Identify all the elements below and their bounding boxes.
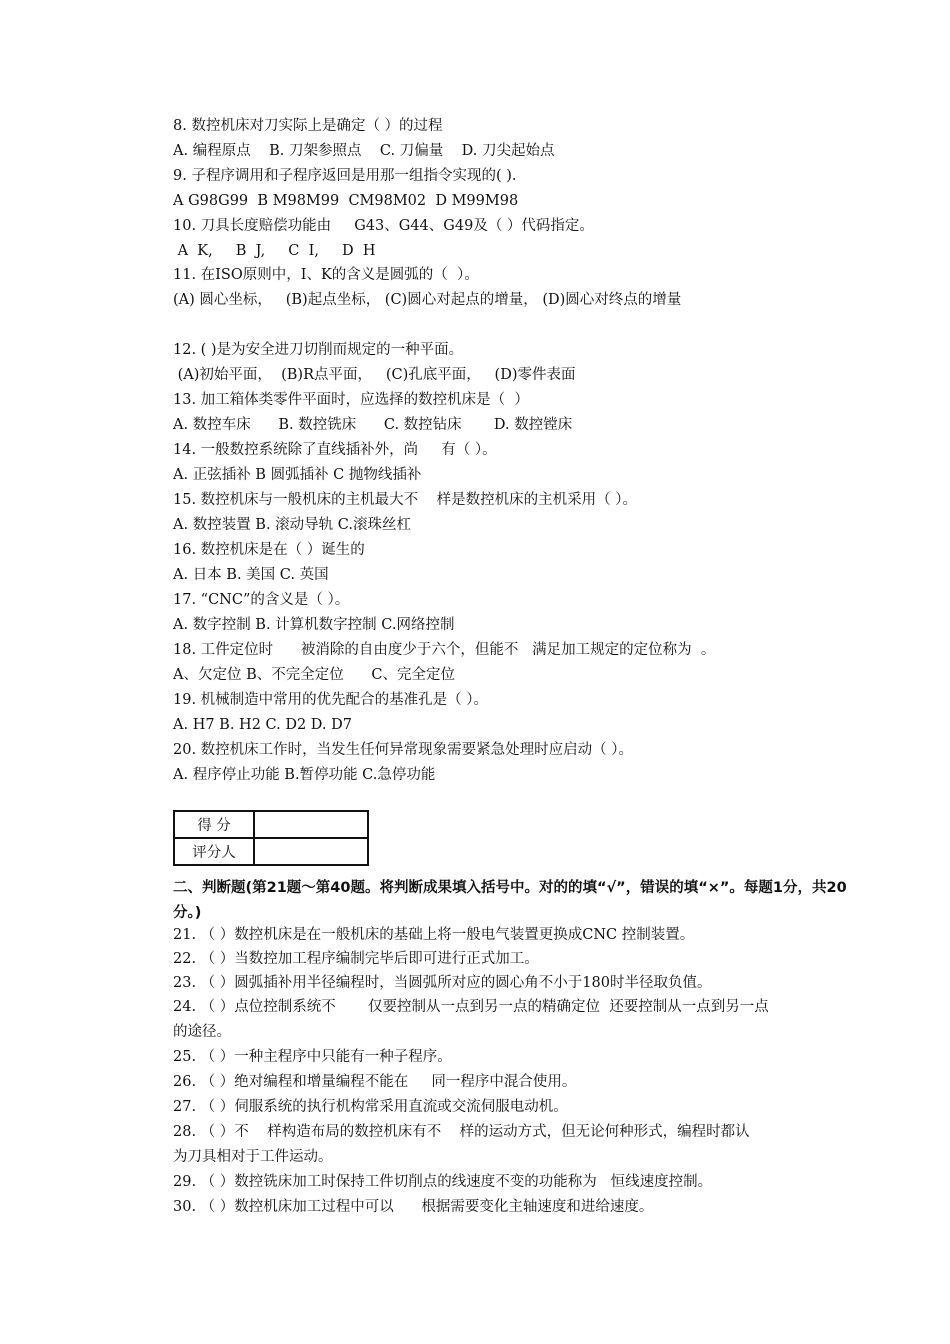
question-18: 18. 工件定位时 被消除的自由度少于六个，但能不 满足加工规定的定位称为 。 xyxy=(173,642,716,658)
question-11: 11. 在ISO原则中，I、K的含义是圆弧的（ ）。 xyxy=(173,267,479,283)
question-30: 30. （ ）数控机床加工过程中可以 根据需要变化主轴速度和进给速度。 xyxy=(173,1199,654,1215)
score-label: 得 分 xyxy=(174,811,254,838)
question-25: 25. （ ）一种主程序中只能有一种子程序。 xyxy=(173,1049,452,1065)
question-17: 17. “CNC”的含义是（ ）。 xyxy=(173,592,350,608)
question-24: 24. （ ）点位控制系统不 仅要控制从一点到另一点的精确定位 还要控制从一点到另一点 xyxy=(173,999,769,1015)
question-8-options: A. 编程原点 B. 刀架参照点 C. 刀偏量 D. 刀尖起始点 xyxy=(173,143,555,159)
question-16-options: A. 日本 B. 美国 C. 英国 xyxy=(173,567,329,583)
question-20-options: A. 程序停止功能 B.暂停功能 C.急停功能 xyxy=(173,767,436,783)
grader-field xyxy=(254,838,368,865)
question-20: 20. 数控机床工作时，当发生任何异常现象需要紧急处理时应启动（ ）。 xyxy=(173,742,634,758)
question-9-options: A G98G99 B M98M99 CM98M02 D M99M98 xyxy=(173,193,519,209)
question-9: 9. 子程序调用和子程序返回是用那一组指令实现的( ). xyxy=(173,168,517,184)
question-15: 15. 数控机床与一般机床的主机最大不 样是数控机床的主机采用（ ）。 xyxy=(173,492,637,508)
question-22: 22. （ ）当数控加工程序编制完毕后即可进行正式加工。 xyxy=(173,951,539,967)
section-2-heading: 二、判断题(第21题～第40题。将判断成果填入括号中。对的的填“√”，错误的填“×”。每题1分，共20分。) xyxy=(173,880,847,921)
question-29: 29. （ ）数控铣床加工时保持工件切削点的线速度不变的功能称为 恒线速度控制。 xyxy=(173,1174,713,1190)
question-16: 16. 数控机床是在（ ）诞生的 xyxy=(173,542,365,558)
question-14: 14. 一般数控系统除了直线插补外，尚 有（ ）。 xyxy=(173,442,497,458)
question-17-options: A. 数字控制 B. 计算机数字控制 C.网络控制 xyxy=(173,617,455,633)
score-field xyxy=(254,811,368,838)
question-13: 13. 加工箱体类零件平面时，应选择的数控机床是（ ） xyxy=(173,392,529,408)
score-table xyxy=(173,810,369,866)
question-12: 12. ( )是为安全进刀切削而规定的一种平面。 xyxy=(173,342,464,358)
question-28: 28. （ ）不 样构造布局的数控机床有不 样的运动方式，但无论何种形式，编程时都认 xyxy=(173,1124,750,1140)
question-8: 8. 数控机床对刀实际上是确定（ ）的过程 xyxy=(173,118,443,134)
grader-label: 评分人 xyxy=(174,838,254,865)
question-28-continued: 为刀具相对于工件运动。 xyxy=(173,1149,333,1165)
question-15-options: A. 数控装置 B. 滚动导轨 C.滚珠丝杠 xyxy=(173,517,411,533)
question-26: 26. （ ）绝对编程和增量编程不能在 同一程序中混合使用。 xyxy=(173,1074,577,1090)
question-19: 19. 机械制造中常用的优先配合的基准孔是（ ）。 xyxy=(173,692,489,708)
grader-row xyxy=(174,838,368,865)
question-23: 23. （ ）圆弧插补用半径编程时，当圆弧所对应的圆心角不小于180时半径取负值。 xyxy=(173,975,712,991)
question-21: 21. （ ）数控机床是在一般机床的基础上将一般电气装置更换成CNC 控制装置。 xyxy=(173,927,695,943)
question-11-options: (A) 圆心坐标， (B)起点坐标， (C)圆心对起点的增量， (D)圆心对终点的增量 xyxy=(173,292,682,308)
question-19-options: A. H7 B. H2 C. D2 D. D7 xyxy=(173,717,352,733)
question-10-options: A K, B J, C I, D H xyxy=(173,243,376,259)
question-12-options: (A)初始平面， (B)R点平面， (C)孔底平面， (D)零件表面 xyxy=(173,367,576,383)
question-14-options: A. 正弦插补 B 圆弧插补 C 抛物线插补 xyxy=(173,467,422,483)
question-24-continued: 的途径。 xyxy=(173,1024,231,1040)
question-13-options: A. 数控车床 B. 数控铣床 C. 数控钻床 D. 数控镗床 xyxy=(173,417,573,433)
score-row xyxy=(174,811,368,838)
question-10: 10. 刀具长度赔偿功能由 G43、G44、G49及（ ）代码指定。 xyxy=(173,218,594,234)
question-18-options: A、欠定位 B、不完全定位 C、完全定位 xyxy=(173,667,455,683)
question-27: 27. （ ）伺服系统的执行机构常采用直流或交流伺服电动机。 xyxy=(173,1099,568,1115)
